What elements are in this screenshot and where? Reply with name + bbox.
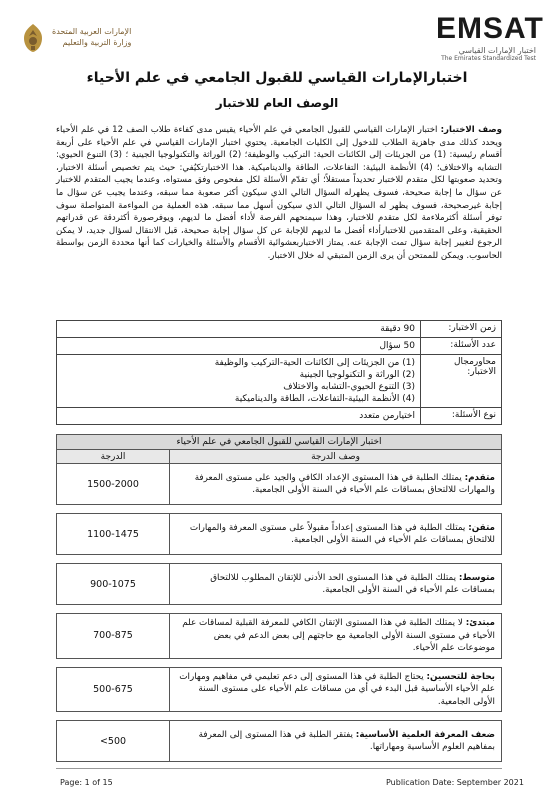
info-label: نوع الأسئلة: [421, 408, 502, 425]
score-description: ضعف المعرفة العلمية الأساسية: يفتقر الطلبة في هذا المستوى إلى المعرفة بمفاهيم العلوم الأساسية ومهاراتها. [170, 721, 502, 762]
score-range: 1500-2000 [57, 464, 170, 505]
emsat-arabic-name: اختبار الإمارات القياسي [458, 46, 536, 55]
table-row [57, 667, 502, 712]
score-range: 900-1075 [57, 564, 170, 605]
domain-item: (1) من الجزيئات إلى الكائنات الحية-التركيب والوظيفة [214, 358, 415, 368]
info-row-type [57, 408, 502, 425]
document-subtitle: الوصف العام للاختبار [215, 96, 339, 110]
col-score-header: الدرجة [57, 450, 170, 464]
score-range: 700-875 [57, 614, 170, 659]
score-description: متوسط: يمتلك الطلبة في هذا المستوى الحد الأدنى للإتقان المطلوب للالتحاق بمساقات علم الأحياء في السنة الأولى الجامعية. [170, 564, 502, 605]
emsat-wordmark: EMSAT [436, 12, 544, 45]
document-title: اختبارالإمارات القياسي للقبول الجامعي في علم الأحياء [86, 70, 468, 86]
info-row-domains [57, 355, 502, 408]
description-label: وصف الاختبار: [440, 125, 502, 135]
table-row [57, 564, 502, 605]
score-description: متقدم: يمتلك الطلبة في هذا المستوى الإعداد الكافي والجيد على مستوى المعرفة والمهارات للالتحاق بمساقات علم الأحياء في السنة الأولى الجامعية. [170, 464, 502, 505]
score-range: 1100-1475 [57, 514, 170, 555]
ministry-name [52, 26, 131, 48]
description-text: اختبار الإمارات القياسي للقبول الجامعي في علم الأحياء يقيس مدى كفاءة طلاب الصف 12 في علم الأحياء ويحدد كذلك مدى جاهزية الطلاب للدخول إلى الكليات الجامعية. يحتوي اختبار الإمارات القياسي في علم الأحياء على أربعة أقسام رئيسية: (1) من الجزيئات إلى الكائنات الحية: التركيب والوظيفة؛ (2) الوراثة والتكنولوجيا الجينية ؛ (3) التنوع الحيوي: التشابه والاختلاف؛ (4) الأنظمة البيئية: التفاعلات، الطاقة والديناميكية. هذا الاختبارتكيُفي: حيث يتم تخصيص أسئلة الاختبار، وتحديد صعوبتها لكل متقدم للاختبار تحديداً مستقلاً؛ أي تقدّم الأسئلة لكل مفحوص وفق مستواه، وعندما يجيب المتقدم للاختبار عن سؤال ما إجابة صحيحة، فسوف يظهرله السؤال التالي الذي سيكون أكثر صعوبة مما سبقه، وعندما يجيب عن سؤال ما إجابة غيرصحيحة، فسوف يظهر له السؤال التالي الذي سيكون أسهل مما سبقه. هذه العملية من المواءمة المتواصلة سوف توفر أسئلة أكثرملاءمة لكل متقدم للاختبار، وهذا سيمنحهم الفرصة لأداء أفضل ما لديهم، ويوفرصورة أكثردقة عن قدراتهم الحقيقية، وعلى المتقدمين للاختبارأداء أفضل ما لديهم للإجابة عن كل سؤال إجابة صحيحة، قبل الانتقال لسؤال جديد، لا يمكن الرجوع لتغيير إجابة سؤال تمت الإجابة عنه. يمتاز الاختباربعشوائية الأقسام والأسئلة والخيارات كما أنها محددة الزمن بواسطة الحاسوب. ويمكن للممتحن أن يرى الزمن المتبقي له خلال الاختبار. [56, 125, 503, 261]
domain-item: (3) التنوع الحيوي-التشابه والاختلاف [283, 382, 415, 392]
info-value [57, 355, 421, 408]
domain-item: (2) الوراثة و التكنولوجيا الجينية [299, 370, 415, 380]
page-number: Page: 1 of 15 [60, 778, 113, 787]
ministry-line-2: وزارة التربية والتعليم [62, 38, 132, 47]
score-table [56, 434, 502, 762]
info-label: عدد الأسئلة: [421, 338, 502, 355]
score-description: متقن: يمتلك الطلبة في هذا المستوى إعداداً مقبولاً على مستوى المعرفة والمهارات للالتحاق بمساقات علم الأحياء في السنة الأولى الجامعية. [170, 514, 502, 555]
emsat-logo [436, 12, 544, 62]
domain-item: (4) الأنظمة البيئية-التفاعلات، الطاقة والديناميكية [234, 394, 415, 404]
score-range: <500 [57, 721, 170, 762]
ministry-line-1: الإمارات العربية المتحدة [52, 27, 132, 36]
score-description: بحاجة للتحسين: يحتاج الطلبة في هذا المستوى إلى دعم تعليمي في مفاهيم ومهارات علم الأحياء الأساسية قبل البدء في أي من مساقات علم الأحياء على مستوى السنة الأولى الجامعية. [170, 667, 502, 712]
score-table-header [57, 450, 502, 464]
score-range: 500-675 [57, 667, 170, 712]
table-row [57, 514, 502, 555]
info-value: 50 سؤال [57, 338, 421, 355]
info-row-duration [57, 321, 502, 338]
test-description [56, 124, 502, 263]
table-row [57, 614, 502, 659]
info-row-count [57, 338, 502, 355]
score-table-caption: اختبار الإمارات القياسي للقبول الجامعي في علم الأحياء [57, 435, 502, 450]
col-desc-header: وصف الدرجة [170, 450, 502, 464]
publication-date: Publication Date: September 2021 [386, 778, 524, 787]
info-value: 90 دقيقة [57, 321, 421, 338]
table-row [57, 464, 502, 505]
footer-divider [56, 768, 502, 769]
info-label: زمن الاختبار: [421, 321, 502, 338]
info-value: اختيارمن متعدد [57, 408, 421, 425]
info-label: محاورمجال الاختبار: [421, 355, 502, 408]
table-row [57, 721, 502, 762]
uae-emblem-icon [20, 22, 46, 54]
score-description: مبتدئ: لا يمتلك الطلبة في هذا المستوى الإتقان الكافي للمعرفة القبلية لمساقات علم الأحياء في مستوى السنة الأولى الجامعية مع حاجتهم إلى بعض الدعم في بعض موضوعات علم الأحياء. [170, 614, 502, 659]
page-header [0, 0, 554, 70]
emsat-english-name: The Emirates Standardized Test [441, 55, 536, 62]
test-info-table [56, 320, 502, 425]
